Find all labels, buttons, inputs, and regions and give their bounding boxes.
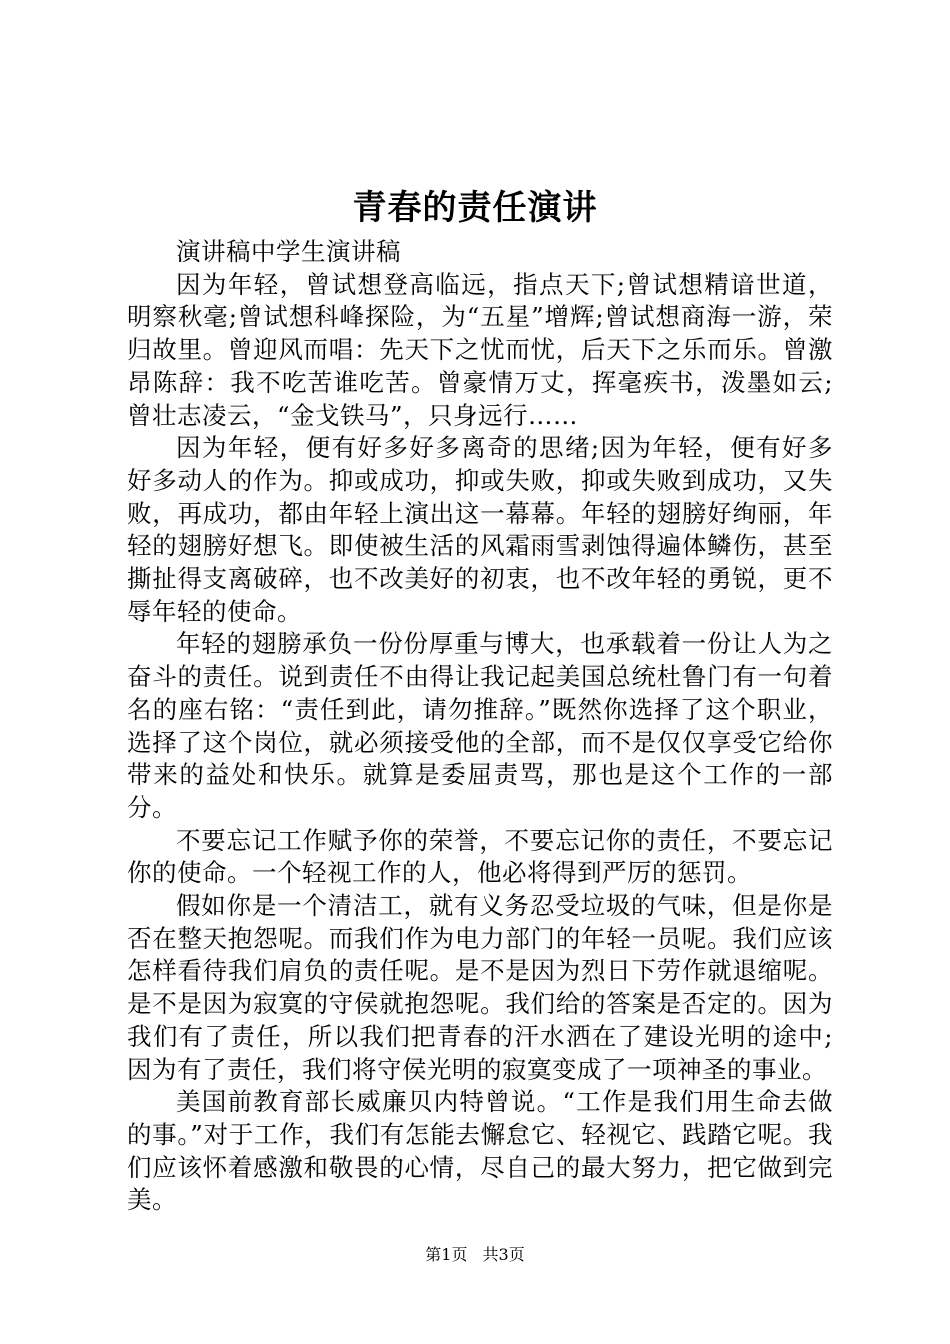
paragraph: 假如你是一个清洁工，就有义务忍受垃圾的气味，但是你是否在整天抱怨呢。而我们作为电力部门的年轻一员呢。我们应该怎样看待我们肩负的责任呢。是不是因为烈日下劳作就退缩呢。是不是因为寂寞的守侯就抱怨呢。我们给的答案是否定的。因为我们有了责任，所以我们把青春的汗水洒在了建设光明的途中;因为有了责任，我们将守侯光明的寂寞变成了一项神圣的事业。 <box>127 891 833 1084</box>
paragraph: 年轻的翅膀承负一份份厚重与博大，也承载着一份让人为之奋斗的责任。说到责任不由得让我记起美国总统杜鲁门有一句着名的座右铭：“责任到此，请勿推辞。”既然你选择了这个职业，选择了这个岗位，就必须接受他的全部，而不是仅仅享受它给你带来的益处和快乐。就算是委屈责骂，那也是这个工作的一部分。 <box>127 629 833 822</box>
page-total: 共3页 <box>482 1245 525 1264</box>
paragraph: 因为年轻，便有好多好多离奇的思绪;因为年轻，便有好多好多动人的作为。抑或成功，抑或失败，抑或失败到成功，又失败，再成功，都由年轻上演出这一幕幕。年轻的翅膀好绚丽，年轻的翅膀好想飞。即使被生活的风霜雨雪剥蚀得遍体鳞伤，甚至撕扯得支离破碎，也不改美好的初衷，也不改年轻的勇锐，更不辱年轻的使命。 <box>127 433 833 626</box>
paragraph: 因为年轻，曾试想登高临远，指点天下;曾试想精谙世道，明察秋毫;曾试想科峰探险，为“五星”增辉;曾试想商海一游，荣归故里。曾迎风而唱：先天下之忧而忧，后天下之乐而乐。曾激昂陈辞：我不吃苦谁吃苦。曾豪情万丈，挥毫疾书，泼墨如云;曾壮志凌云，“金戈铁马”，只身远行…… <box>127 269 833 430</box>
page-number: 第1页 <box>425 1245 468 1264</box>
paragraph-subtitle: 演讲稿中学生演讲稿 <box>176 237 401 266</box>
paragraph: 不要忘记工作赋予你的荣誉，不要忘记你的责任，不要忘记你的使命。一个轻视工作的人，他必将得到严厉的惩罚。 <box>127 825 833 888</box>
paragraph: 美国前教育部长威廉贝内特曾说。“工作是我们用生命去做的事。”对于工作，我们有怎能去懈怠它、轻视它、践踏它呢。我们应该怀着感激和敬畏的心情，尽自己的最大努力，把它做到完美。 <box>127 1087 833 1215</box>
document-title: 青春的责任演讲 <box>352 188 598 228</box>
document-body <box>127 236 833 1217</box>
page-footer <box>0 1243 950 1267</box>
